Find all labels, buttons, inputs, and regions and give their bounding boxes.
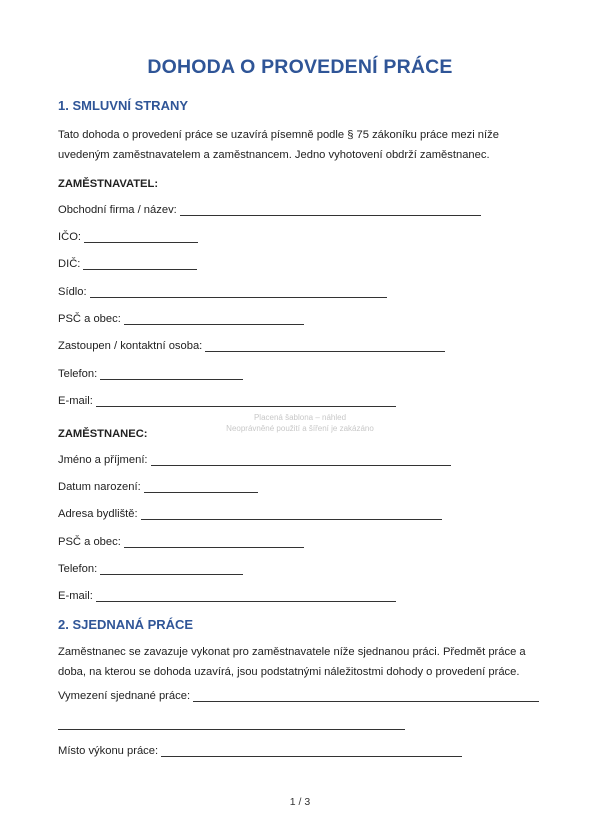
- employer-field-postcode[interactable]: PSČ a obec:: [58, 313, 304, 325]
- employer-field-phone[interactable]: Telefon:: [58, 368, 243, 380]
- watermark-line-2: Neoprávněné použití a šíření je zakázáno: [226, 424, 374, 433]
- employee-field-address[interactable]: Adresa bydliště:: [58, 508, 442, 520]
- work-description-field[interactable]: Vymezení sjednané práce:: [58, 690, 539, 702]
- watermark-line-1: Placená šablona – náhled: [253, 413, 347, 422]
- employee-field-phone[interactable]: Telefon:: [58, 563, 243, 575]
- employer-field-contact[interactable]: Zastoupen / kontaktní osoba:: [58, 340, 445, 352]
- employee-field-birthdate[interactable]: Datum narození:: [58, 481, 258, 493]
- employer-field-company[interactable]: Obchodní firma / název:: [58, 204, 481, 216]
- employer-field-email[interactable]: E-mail:: [58, 395, 396, 407]
- document-title: DOHODA O PROVEDENÍ PRÁCE: [147, 56, 453, 78]
- employee-field-name[interactable]: Jméno a příjmení:: [58, 454, 451, 466]
- section-1-intro: Tato dohoda o provedení práce se uzavírá písemně podle § 75 zákoníku práce mezi níže uvedeným zaměstnavatelem a zaměstnancem. Jedno vyhotovení obdrží zaměstnanec.: [58, 129, 499, 161]
- section-2-heading: 2. SJEDNANÁ PRÁCE: [58, 617, 194, 632]
- employer-field-ico[interactable]: IČO:: [58, 231, 198, 243]
- section-1-heading: 1. SMLUVNÍ STRANY: [58, 98, 189, 113]
- employer-field-dic[interactable]: DIČ:: [58, 258, 197, 270]
- employee-field-email[interactable]: E-mail:: [58, 590, 396, 602]
- section-2-intro: Zaměstnanec se zavazuje vykonat pro zaměstnavatele níže sjednanou práci. Předmět práce a doba, na kterou se dohoda uzavírá, jsou podstatnými náležitostmi dohody o provedení práce.: [58, 646, 526, 678]
- employer-label: ZAMĚSTNAVATEL:: [58, 178, 159, 190]
- employee-field-postcode[interactable]: PSČ a obec:: [58, 536, 304, 548]
- work-place-field[interactable]: Místo výkonu práce:: [58, 745, 462, 757]
- work-description-continuation-line[interactable]: [58, 728, 405, 730]
- employee-label: ZAMĚSTNANEC:: [58, 428, 148, 440]
- employer-field-seat[interactable]: Sídlo:: [58, 286, 387, 298]
- page-number: 1 / 3: [289, 796, 311, 808]
